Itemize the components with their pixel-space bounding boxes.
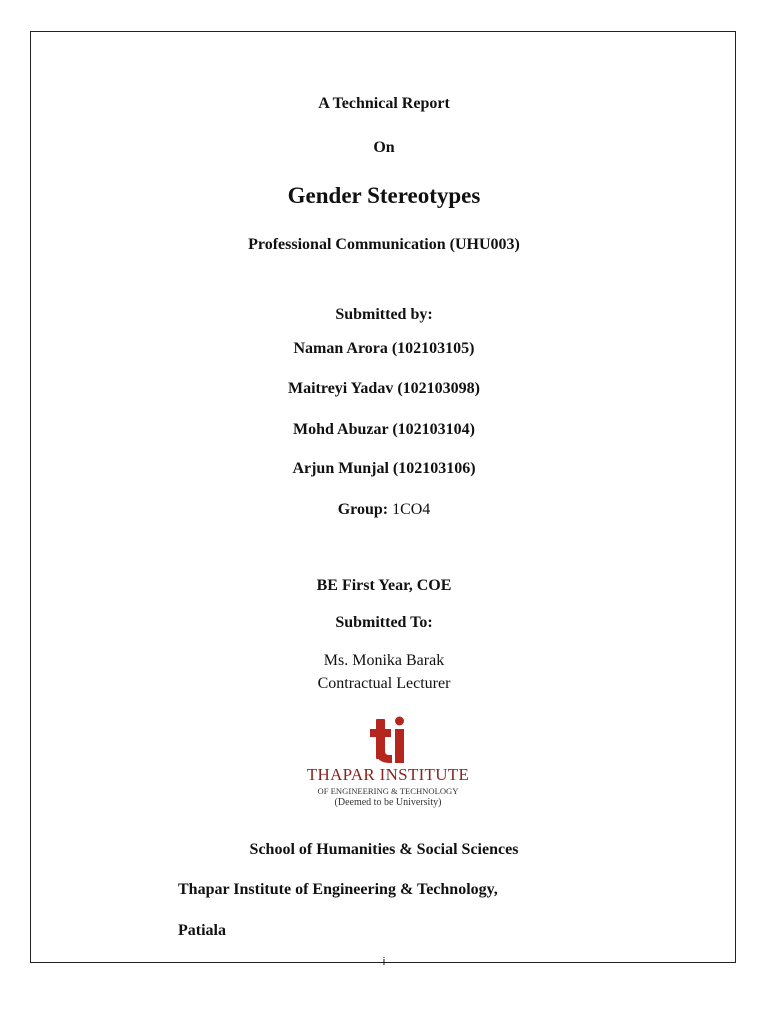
logo-tagline: (Deemed to be University) bbox=[334, 797, 442, 808]
student-2: Maitreyi Yadav (102103098) bbox=[288, 380, 480, 397]
ti-logo-icon bbox=[300, 715, 476, 765]
student-1: Naman Arora (102103105) bbox=[293, 340, 475, 357]
course-name: Professional Communication (UHU003) bbox=[248, 236, 520, 253]
logo-subtitle: OF ENGINEERING & TECHNOLOGY bbox=[317, 786, 459, 796]
report-heading: A Technical Report bbox=[318, 95, 450, 112]
year-line: BE First Year, COE bbox=[316, 577, 452, 594]
instructor-name: Ms. Monika Barak bbox=[323, 652, 445, 669]
submitted-to-label: Submitted To: bbox=[335, 614, 433, 631]
student-3: Mohd Abuzar (102103104) bbox=[293, 421, 475, 438]
instructor-title: Contractual Lecturer bbox=[317, 675, 451, 692]
city-name: Patiala bbox=[178, 922, 226, 939]
institute-logo bbox=[300, 715, 476, 815]
group-value: 1CO4 bbox=[392, 501, 431, 518]
page-border bbox=[30, 31, 736, 963]
group-label: Group: bbox=[337, 501, 389, 518]
submitted-by-label: Submitted by: bbox=[335, 306, 433, 323]
report-on: On bbox=[373, 139, 395, 156]
group-line bbox=[0, 501, 768, 519]
student-4: Arjun Munjal (102103106) bbox=[292, 460, 476, 477]
logo-name: THAPAR INSTITUTE bbox=[306, 765, 470, 784]
institute-name: Thapar Institute of Engineering & Technology, bbox=[178, 881, 498, 898]
page-number: i bbox=[382, 956, 386, 968]
report-title: Gender Stereotypes bbox=[287, 183, 481, 208]
school-name: School of Humanities & Social Sciences bbox=[249, 841, 519, 858]
